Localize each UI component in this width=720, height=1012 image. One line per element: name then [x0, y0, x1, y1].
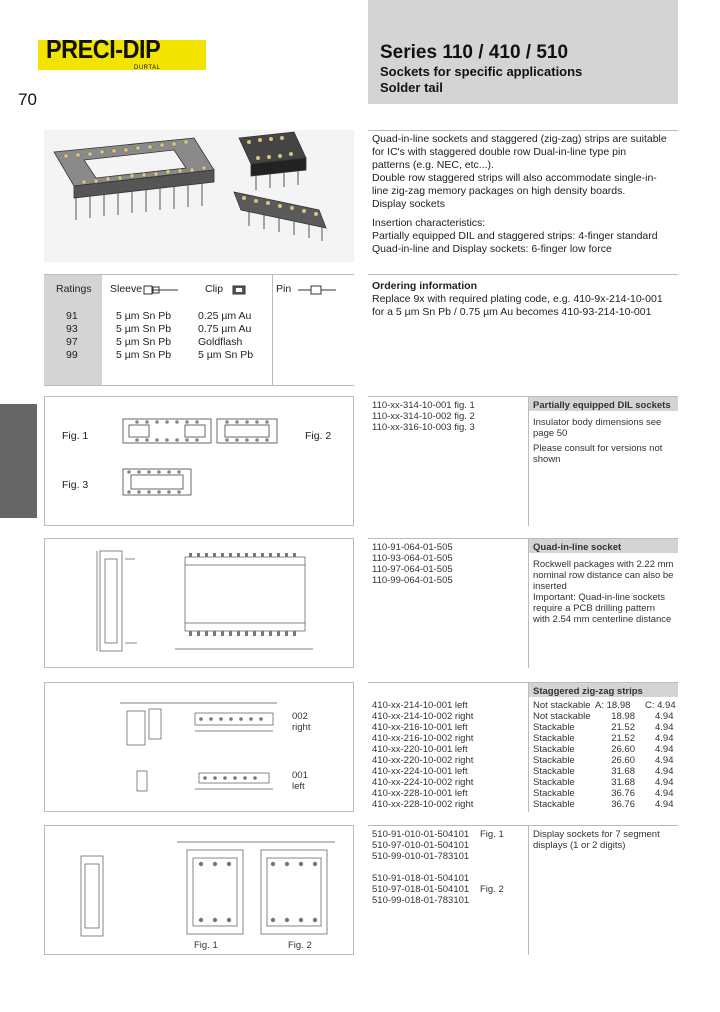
spec-row — [533, 711, 678, 722]
intro-line: Partially equipped DIL and staggered strips: 4-finger standard — [372, 230, 658, 242]
part-number: 410-xx-224-10-001 left — [372, 766, 468, 777]
note-line: inserted — [533, 581, 567, 592]
note-line: Please consult for versions not — [533, 443, 663, 454]
intro-line: for IC's with staggered double row Dual-in-line type pin — [372, 146, 627, 158]
note-line: Insulator body dimensions see — [533, 417, 662, 428]
section3-parts — [372, 700, 473, 810]
part-number: 110-xx-314-10-001 fig. 1 — [372, 400, 475, 411]
ordering-line-2: for a 5 µm Sn Pb / 0.75 µm Au becomes 410-93-214-10-001 — [372, 306, 652, 318]
section2-notes — [533, 559, 678, 625]
ordering-title: Ordering information — [372, 280, 477, 292]
clip-icon — [232, 285, 246, 295]
spec-a: 31.68 — [611, 777, 635, 788]
spec-a: 18.98 — [611, 711, 635, 722]
section1-drawing-box — [44, 396, 354, 526]
spec-type: Not stackable — [533, 711, 591, 722]
clip-header: Clip — [205, 283, 224, 295]
part-number: 410-xx-216-10-002 right — [372, 733, 474, 744]
section3-drawing-box — [44, 682, 354, 812]
spec-a: 36.76 — [611, 788, 635, 799]
spec-type: Stackable — [533, 755, 575, 766]
section3-table — [533, 700, 678, 810]
part-number: 110-91-064-01-505 — [372, 542, 453, 553]
label-left: left — [292, 781, 305, 792]
rating-sleeve: 5 µm Sn Pb — [116, 310, 172, 322]
rating-clip: 5 µm Sn Pb — [198, 349, 254, 361]
note-line: shown — [533, 454, 561, 465]
spec-row — [533, 733, 678, 744]
part-number: 410-xx-220-10-001 left — [372, 744, 468, 755]
section4-notes — [533, 829, 678, 851]
note-line: require a PCB drilling pattern — [533, 603, 655, 614]
rating-code: 99 — [66, 349, 78, 361]
section2-title: Quad-in-line socket — [533, 542, 622, 553]
intro-line: Display sockets — [372, 198, 445, 210]
intro-line: Quad-in-line sockets and staggered (zig-zag) strips are suitable — [372, 133, 667, 145]
spec-row — [533, 777, 678, 788]
ordering-line-1: Replace 9x with required plating code, e.g. 410-9x-214-10-001 — [372, 293, 663, 305]
part-number: 410-xx-228-10-001 left — [372, 788, 468, 799]
part-number: 510-91-018-01-504101 — [372, 873, 470, 884]
spec-row — [533, 788, 678, 799]
spec-a: 31.68 — [611, 766, 635, 777]
part-number: 510-97-010-01-504101 — [372, 840, 470, 851]
section2-divider — [528, 538, 529, 668]
label-001: 001 — [292, 770, 308, 781]
spec-row — [533, 700, 678, 711]
spec-c: 4.94 — [655, 722, 674, 733]
section1-divider — [528, 396, 529, 526]
part-number: 510-99-010-01-783101 — [372, 851, 470, 862]
intro-line: line zig-zag memory packages on high density boards. — [372, 185, 626, 197]
spec-c: 4.94 — [655, 799, 674, 810]
note-line: Important: Quad-in-line sockets — [533, 592, 666, 603]
section4-parts-1 — [372, 829, 469, 862]
spec-c: 4.94 — [655, 766, 674, 777]
part-number: 110-93-064-01-505 — [372, 553, 453, 564]
part-number: 410-xx-220-10-002 right — [372, 755, 474, 766]
spec-a: 21.52 — [611, 733, 635, 744]
ordering-top-rule — [368, 274, 678, 275]
section2-drawing-box — [44, 538, 354, 668]
display-fig2-label: Fig. 2 — [288, 940, 312, 951]
sleeve-header: Sleeve — [110, 283, 143, 295]
spec-c: 4.94 — [655, 711, 674, 722]
part-number: 410-xx-228-10-002 right — [372, 799, 474, 810]
note-line: page 50 — [533, 428, 568, 439]
section1-parts — [372, 400, 475, 433]
part-number: 110-97-064-01-505 — [372, 564, 453, 575]
part-number: 110-xx-316-10-003 fig. 3 — [372, 422, 475, 433]
rating-code: 97 — [66, 336, 78, 348]
spec-type: Stackable — [533, 733, 575, 744]
section3-title: Staggered zig-zag strips — [533, 686, 643, 697]
series-subtitle-2: Solder tail — [380, 80, 443, 95]
intro-line: Insertion characteristics: — [372, 217, 486, 229]
part-number: 410-xx-224-10-002 right — [372, 777, 474, 788]
spec-row — [533, 799, 678, 810]
sleeve-icon — [143, 285, 179, 295]
section3-divider — [528, 682, 529, 812]
rating-sleeve: 5 µm Sn Pb — [116, 349, 172, 361]
section4-parts-2 — [372, 873, 469, 906]
spec-row — [533, 755, 678, 766]
rating-clip: 0.75 µm Au — [198, 323, 252, 335]
part-number: 510-99-018-01-783101 — [372, 895, 470, 906]
section4-fig2-tag: Fig. 2 — [480, 884, 504, 895]
part-number: 410-xx-214-10-002 right — [372, 711, 474, 722]
spec-a: 36.76 — [611, 799, 635, 810]
intro-top-rule — [368, 130, 678, 131]
rating-sleeve: 5 µm Sn Pb — [116, 336, 172, 348]
fig1-label: Fig. 1 — [62, 430, 89, 442]
note-line: Display sockets for 7 segment — [533, 829, 660, 840]
rating-code: 91 — [66, 310, 78, 322]
page-number: 70 — [18, 90, 37, 109]
part-number: 110-99-064-01-505 — [372, 575, 453, 586]
section1-notes — [533, 417, 678, 465]
note-line: displays (1 or 2 digits) — [533, 840, 626, 851]
part-number: 510-97-018-01-504101 — [372, 884, 470, 895]
fig3-label: Fig. 3 — [62, 479, 89, 491]
label-002: 002 — [292, 711, 308, 722]
spec-type: Stackable — [533, 744, 575, 755]
label-right: right — [292, 722, 311, 733]
spec-type: Not stackable — [533, 700, 591, 711]
spec-type: Stackable — [533, 788, 575, 799]
spec-row — [533, 744, 678, 755]
section2-parts — [372, 542, 453, 586]
rating-clip: 0.25 µm Au — [198, 310, 252, 322]
series-subtitle-1: Sockets for specific applications — [380, 64, 583, 79]
section4-top-rule — [368, 825, 678, 826]
fig2-label: Fig. 2 — [305, 430, 332, 442]
spec-type: Stackable — [533, 766, 575, 777]
spec-type: Stackable — [533, 799, 575, 810]
part-number: 110-xx-314-10-002 fig. 2 — [372, 411, 475, 422]
spec-a: 26.60 — [611, 744, 635, 755]
section4-fig1-tag: Fig. 1 — [480, 829, 504, 840]
pin-header: Pin — [276, 283, 292, 295]
ratings-bottom-rule — [44, 385, 354, 386]
spec-c: 4.94 — [655, 755, 674, 766]
brand-sub: DURTAL — [134, 65, 161, 71]
spec-row — [533, 766, 678, 777]
product-photo — [44, 130, 354, 262]
spec-a: A: 18.98 — [595, 700, 631, 711]
note-line: nominal row distance can also be — [533, 570, 674, 581]
section1-title: Partially equipped DIL sockets — [533, 400, 671, 411]
spec-type: Stackable — [533, 777, 575, 788]
part-number: 410-xx-214-10-001 left — [372, 700, 468, 711]
ratings-header: Ratings — [56, 283, 92, 295]
note-line: with 2.54 mm centerline distance — [533, 614, 672, 625]
intro-line: patterns (e.g. NEC, etc...). — [372, 159, 494, 171]
part-number: 410-xx-216-10-001 left — [372, 722, 468, 733]
rating-sleeve: 5 µm Sn Pb — [116, 323, 172, 335]
pin-icon — [297, 285, 337, 295]
intro-line: Double row staggered strips will also accommodate single-in- — [372, 172, 657, 184]
spec-type: Stackable — [533, 722, 575, 733]
spec-c: C: 4.94 — [645, 700, 676, 711]
intro-line: Quad-in-line and Display sockets: 6-finger low force — [372, 243, 612, 255]
intro-text — [372, 133, 678, 256]
rating-code: 93 — [66, 323, 78, 335]
side-tab — [0, 404, 37, 518]
spec-c: 4.94 — [655, 733, 674, 744]
section4-divider — [528, 825, 529, 955]
brand-logo: PRECI-DIP — [46, 34, 161, 64]
note-line: Rockwell packages with 2.22 mm — [533, 559, 674, 570]
spec-c: 4.94 — [655, 788, 674, 799]
rating-clip: Goldflash — [198, 336, 243, 348]
spec-c: 4.94 — [655, 744, 674, 755]
spec-a: 26.60 — [611, 755, 635, 766]
part-number: 510-91-010-01-504101 — [372, 829, 470, 840]
section4-drawing-box — [44, 825, 354, 955]
series-title: Series 110 / 410 / 510 — [380, 42, 569, 63]
spec-row — [533, 722, 678, 733]
spec-c: 4.94 — [655, 777, 674, 788]
ratings-divider — [272, 275, 273, 385]
display-fig1-label: Fig. 1 — [194, 940, 218, 951]
spec-a: 21.52 — [611, 722, 635, 733]
